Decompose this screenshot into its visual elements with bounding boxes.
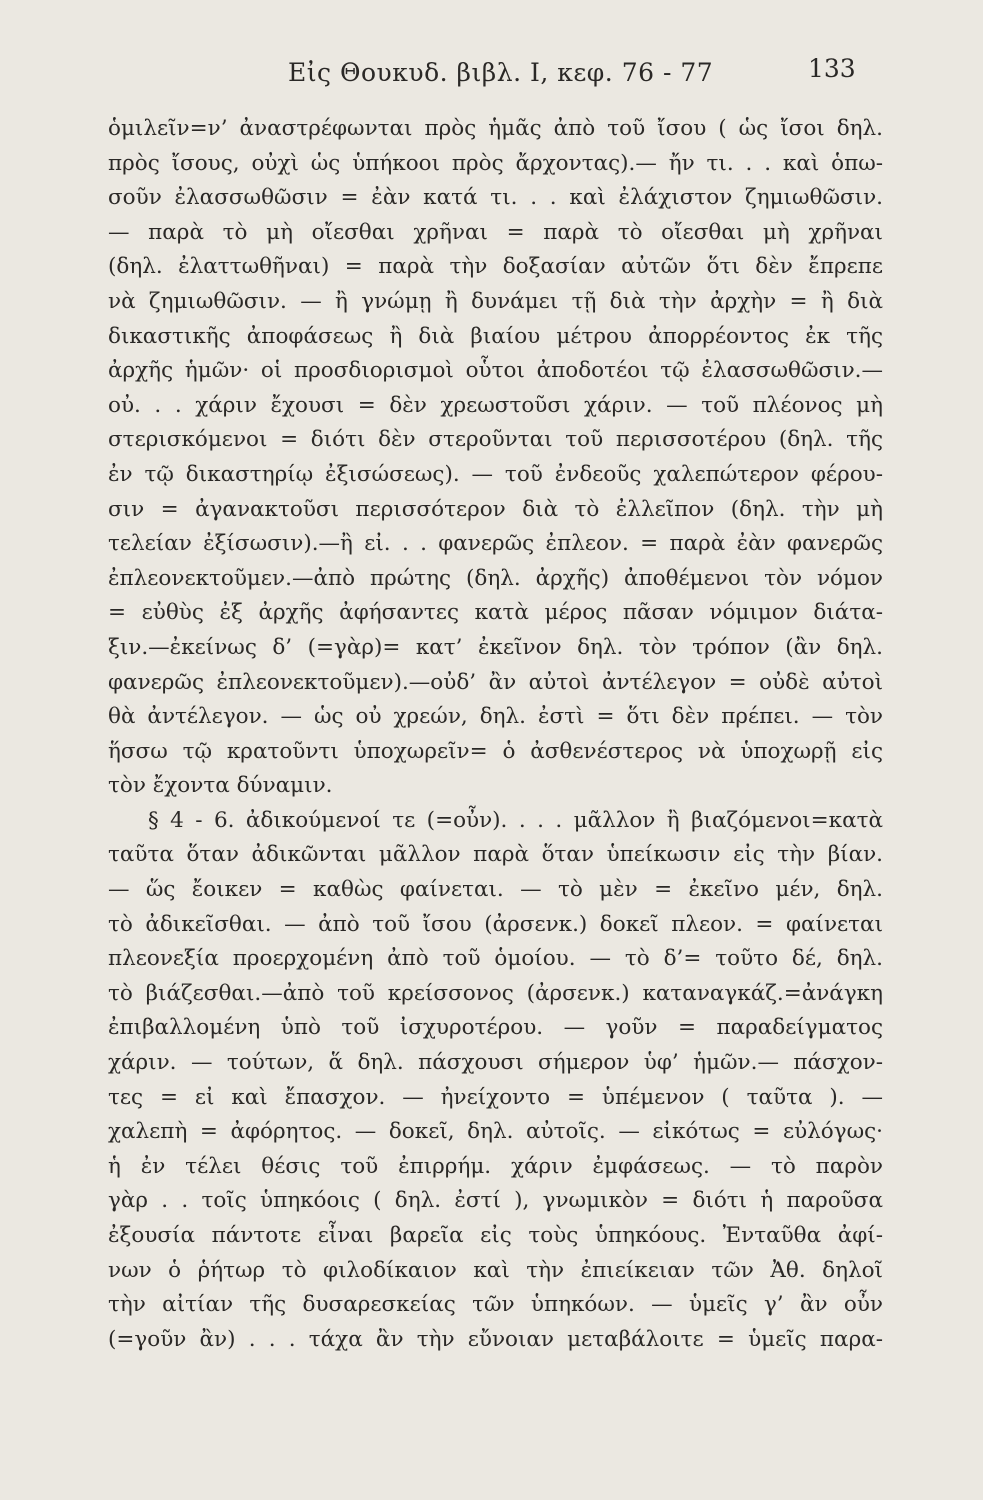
text-line: ταῦτα ὅταν ἀδικῶνται μᾶλλον παρὰ ὅταν ὑπείκωσιν εἰς τὴν βίαν. xyxy=(108,842,883,868)
text-line: φανερῶς ἐπλεονεκτοῦμεν).—οὐδ’ ἂν αὐτοὶ ἀντέλεγον = οὐδὲ αὐτοὶ xyxy=(108,669,883,695)
text-line: (δηλ. ἐλαττωθῆναι) = παρὰ τὴν δοξασίαν αὐτῶν ὅτι δὲν ἔπρεπε xyxy=(108,254,883,280)
text-line: — ὥς ἔοικεν = καθὼς φαίνεται. — τὸ μὲν = ἐκεῖνο μέν, δηλ. xyxy=(108,877,883,903)
text-line: τὴν αἰτίαν τῆς δυσαρεσκείας τῶν ὑπηκόων. — ὑμεῖς γ’ ἂν οὖν xyxy=(108,1292,883,1318)
text-line: τὸν ἔχοντα δύναμιν. xyxy=(108,773,333,799)
text-line: = εὐθὺς ἐξ ἀρχῆς ἀφήσαντες κατὰ μέρος πᾶσαν νόμιμον διάτα- xyxy=(108,600,883,626)
text-line: πρὸς ἴσους, οὐχὶ ὡς ὑπήκοοι πρὸς ἄρχοντας).— ἤν τι. . . καὶ ὁπω- xyxy=(108,150,883,176)
text-line: στερισκόμενοι = διότι δὲν στεροῦνται τοῦ περισσοτέρου (δηλ. τῆς xyxy=(108,427,883,453)
commentary-text xyxy=(108,112,883,1357)
text-line: ὁμιλεῖν=ν’ ἀναστρέφωνται πρὸς ἡμᾶς ἀπὸ τοῦ ἴσου ( ὡς ἴσοι δηλ. xyxy=(108,116,883,141)
section-line: § 4 - 6. ἀδικούμενοί τε (=οὖν). . . . μᾶλλον ἢ βιαζόμενοι=κατὰ xyxy=(148,807,883,833)
text-line: ἐν τῷ δικαστηρίῳ ἐξισώσεως). — τοῦ ἐνδεοῦς χαλεπώτερον φέρου- xyxy=(108,461,883,487)
running-head: Εἰς Θουκυδ. βιβλ. Ι, κεφ. 76 - 77 xyxy=(288,58,714,87)
text-line: νὰ ζημιωθῶσιν. — ἢ γνώμῃ ἢ δυνάμει τῇ διὰ τὴν ἀρχὴν = ἢ διὰ xyxy=(108,288,883,314)
text-line: τὸ βιάζεσθαι.—ἀπὸ τοῦ κρείσσονος (ἀρσενκ.) καταναγκάζ.=ἀνάγκη xyxy=(108,980,883,1006)
page-number: 133 xyxy=(808,54,856,83)
text-line: ἀρχῆς ἡμῶν· οἱ προσδιορισμοὶ οὗτοι ἀποδοτέοι τῷ ἐλασσωθῶσιν.— xyxy=(108,358,883,384)
text-line: τελείαν ἐξίσωσιν).—ἢ εἰ. . . φανερῶς ἐπλεον. = παρὰ ἐὰν φανερῶς xyxy=(108,531,883,557)
text-line: τες = εἰ καὶ ἔπασχον. — ἠνείχοντο = ὑπέμενον ( ταῦτα ). — xyxy=(108,1084,883,1110)
text-line: ἡ ἐν τέλει θέσις τοῦ ἐπιρρήμ. χάριν ἐμφάσεως. — τὸ παρὸν xyxy=(108,1153,883,1179)
text-line: δικαστικῆς ἀποφάσεως ἢ διὰ βιαίου μέτρου ἀπορρέοντος ἐκ τῆς xyxy=(108,323,883,349)
text-line: ξιν.—ἐκείνως δ’ (=γὰρ)= κατ’ ἐκεῖνον δηλ. τὸν τρόπον (ἂν δηλ. xyxy=(108,634,883,660)
text-line: πλεονεξία προερχομένη ἀπὸ τοῦ ὁμοίου. — τὸ δ’= τοῦτο δέ, δηλ. xyxy=(108,946,883,972)
text-line: χαλεπὴ = ἀφόρητος. — δοκεῖ, δηλ. αὐτοῖς. — εἰκότως = εὐλόγως· xyxy=(108,1119,883,1145)
text-line: νων ὁ ῥήτωρ τὸ φιλοδίκαιον καὶ τὴν ἐπιείκειαν τῶν Ἀθ. δηλοῖ xyxy=(108,1257,883,1283)
text-line: σοῦν ἐλασσωθῶσιν = ἐὰν κατά τι. . . καὶ ἐλάχιστον ζημιωθῶσιν. xyxy=(108,185,883,211)
text-line: ἥσσω τῷ κρατοῦντι ὑποχωρεῖν= ὁ ἀσθενέστερος νὰ ὑποχωρῇ εἰς xyxy=(108,738,883,764)
text-line: ἐξουσία πάντοτε εἶναι βαρεῖα εἰς τοὺς ὑπηκόους. Ἐνταῦθα ἀφί- xyxy=(108,1223,883,1248)
text-line: ἐπιβαλλομένη ὑπὸ τοῦ ἰσχυροτέρου. — γοῦν = παραδείγματος xyxy=(108,1015,883,1041)
text-line: — παρὰ τὸ μὴ οἴεσθαι χρῆναι = παρὰ τὸ οἴεσθαι μὴ χρῆναι xyxy=(108,219,883,245)
page-header xyxy=(0,52,983,92)
text-line: (=γοῦν ἂν) . . . τάχα ἂν τὴν εὔνοιαν μεταβάλοιτε = ὑμεῖς παρα- xyxy=(108,1326,883,1352)
text-line: χάριν. — τούτων, ἅ δηλ. πάσχουσι σήμερον ὑφ’ ἡμῶν.— πάσχον- xyxy=(108,1050,883,1076)
text-line: ἐπλεονεκτοῦμεν.—ἀπὸ πρώτης (δηλ. ἀρχῆς) ἀποθέμενοι τὸν νόμον xyxy=(108,565,883,591)
text-line: θὰ ἀντέλεγον. — ὡς οὐ χρεών, δηλ. ἐστὶ = ὅτι δὲν πρέπει. — τὸν xyxy=(108,704,883,730)
text-line: σιν = ἀγανακτοῦσι περισσότερον διὰ τὸ ἐλλεῖπον (δηλ. τὴν μὴ xyxy=(108,496,883,522)
text-line: γὰρ . . τοῖς ὑπηκόοις ( δηλ. ἐστί ), γνωμικὸν = διότι ἡ παροῦσα xyxy=(108,1188,883,1214)
text-line: οὐ. . . χάριν ἔχουσι = δὲν χρεωστοῦσι χάριν. — τοῦ πλέονος μὴ xyxy=(108,392,883,418)
text-line: τὸ ἀδικεῖσθαι. — ἀπὸ τοῦ ἴσου (ἀρσενκ.) δοκεῖ πλεον. = φαίνεται xyxy=(108,911,883,937)
